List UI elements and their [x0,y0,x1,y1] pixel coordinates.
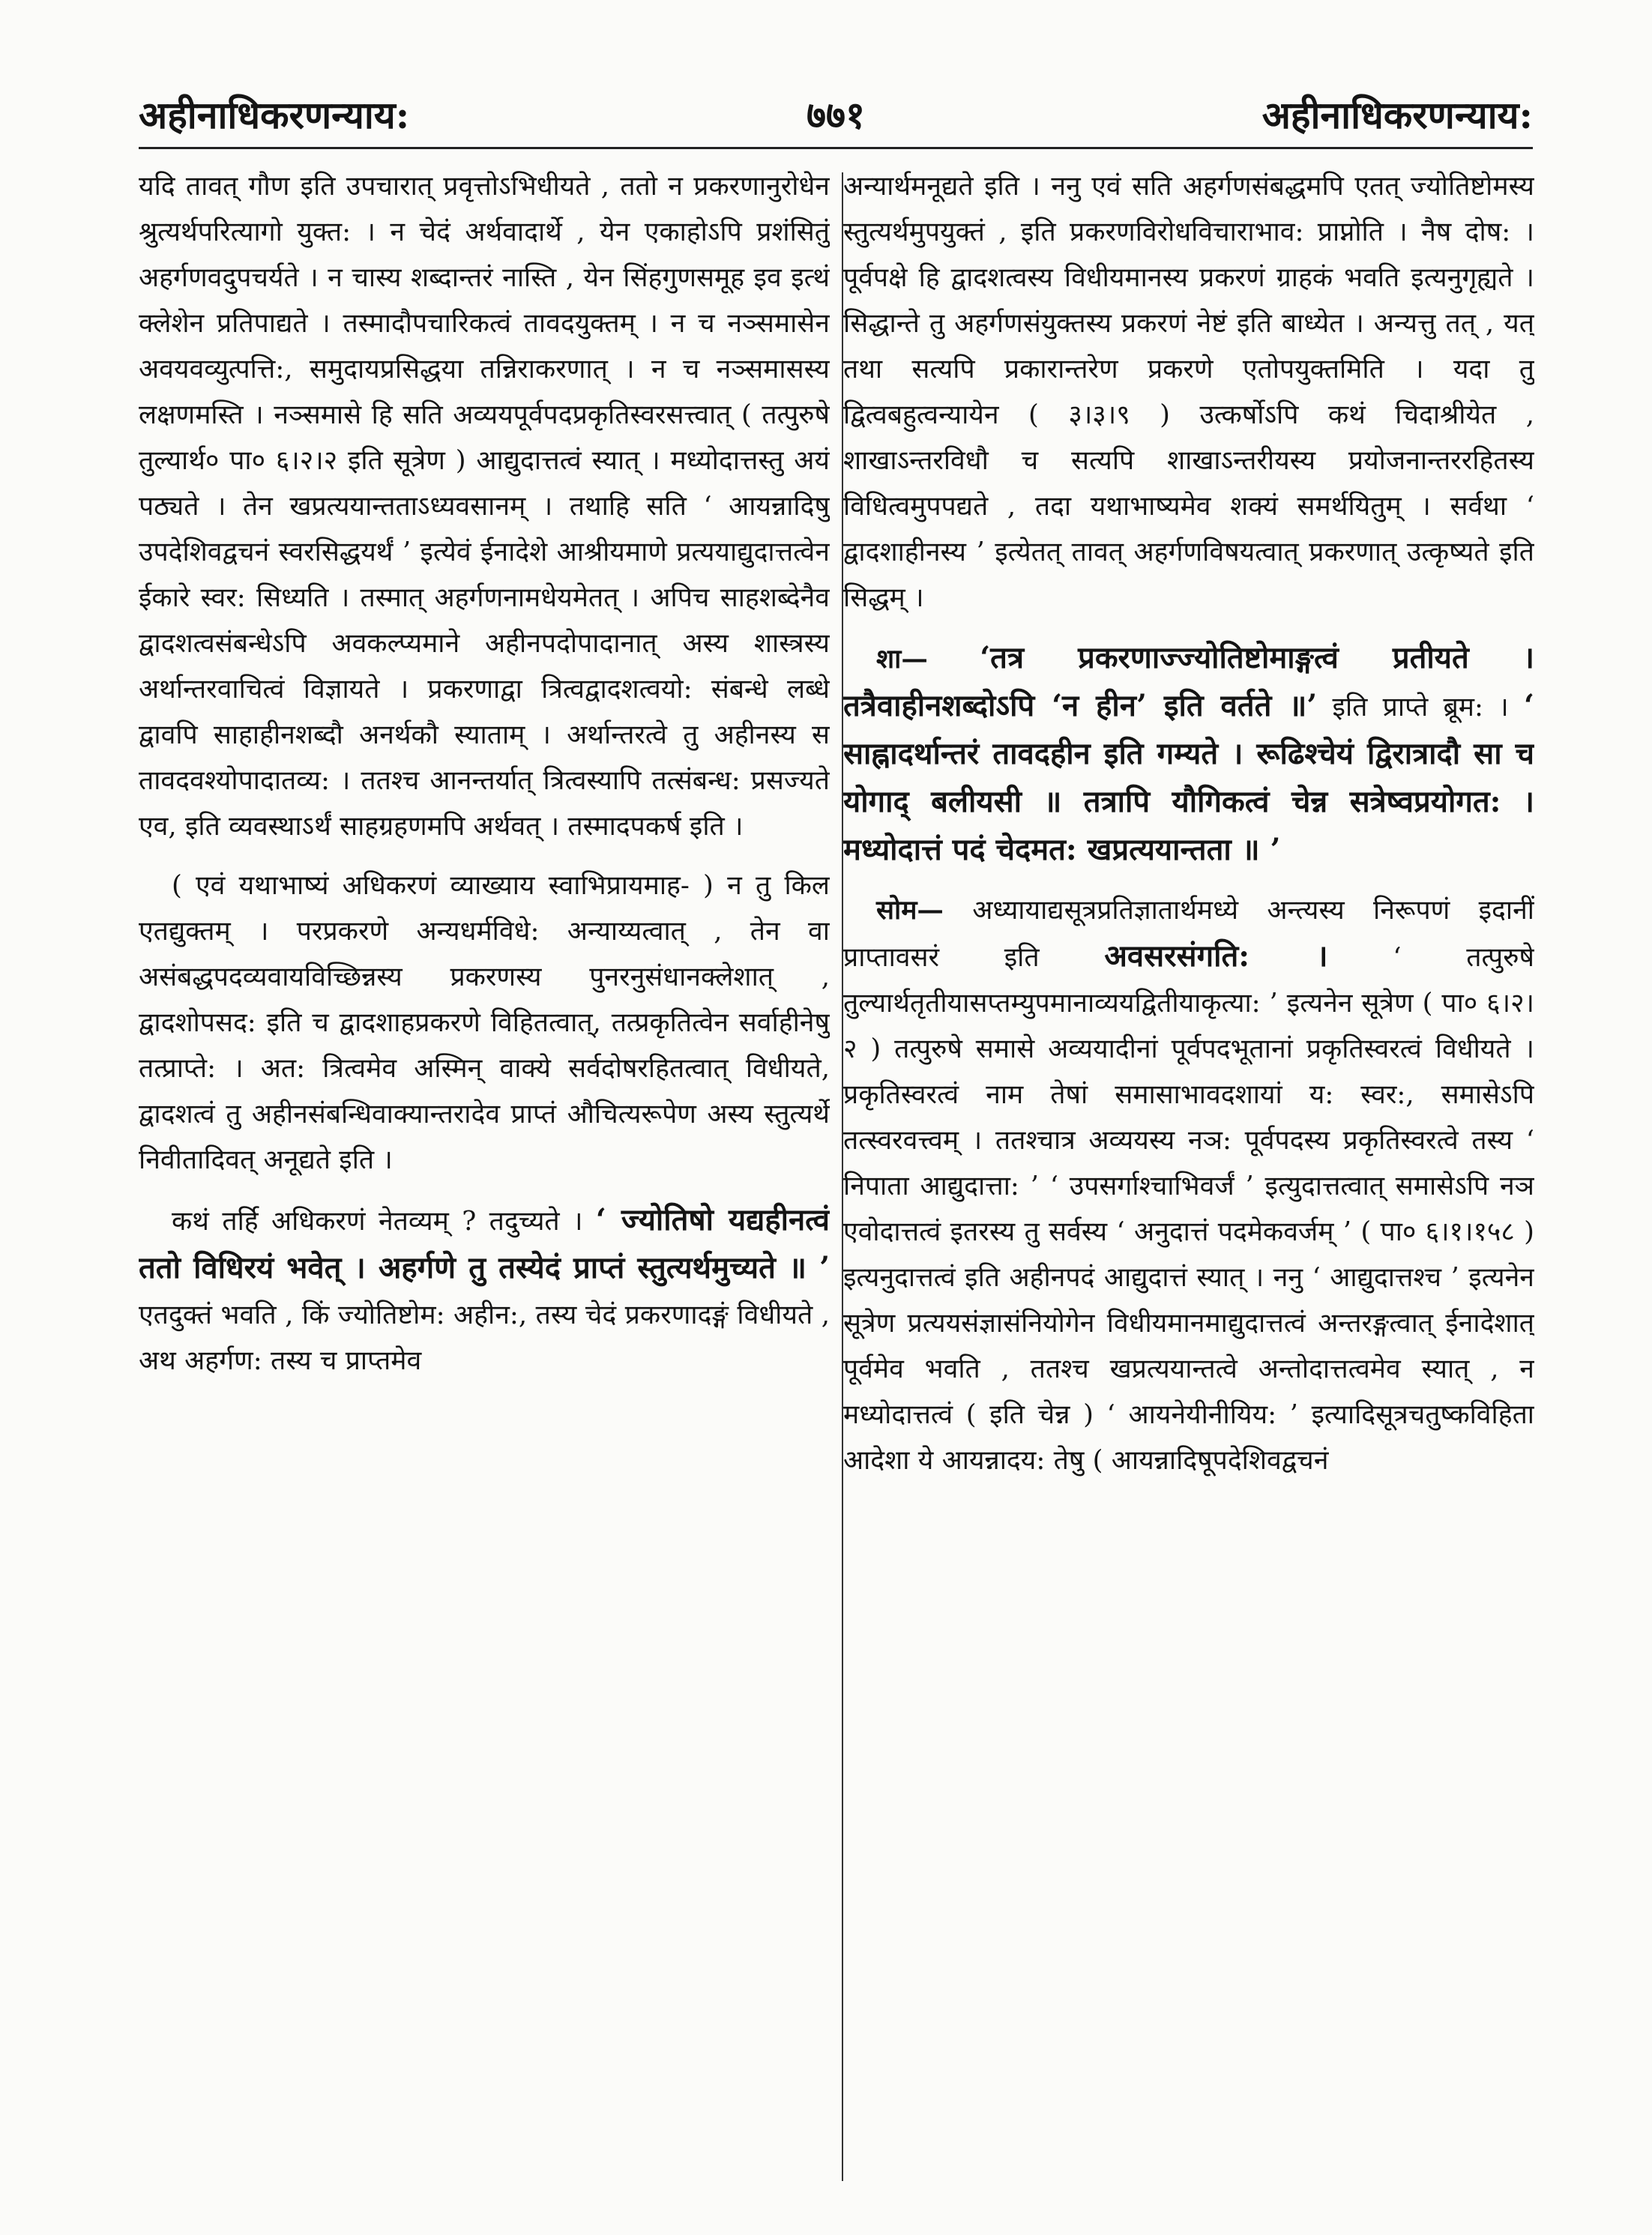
running-title-right: अहीनाधिकरणन्याय: [1261,93,1533,137]
speaker-label-sha: शा— [876,644,928,675]
running-header [139,78,1533,138]
right-paragraph-2 [843,634,1534,874]
left-paragraph-3-intro: कथं तर्हि अधिकरणं नेतव्यम् ? तदुच्यते । [172,1206,583,1237]
right-verse-1: ‘तत्र प्रकरणाज्ज्योतिष्टोमाङ्गत्वं प्रतीयते । तत्रैवाहीनशब्दोऽपि ‘न हीन’ इति वर्तते ॥’ [843,640,1534,723]
left-paragraph-3 [139,1196,830,1384]
left-paragraph-1: यदि तावत् गौण इति उपचारात् प्रवृत्तोऽभिधीयते , ततो न प्रकरणानुरोधेन श्रुत्यर्थपरित्यागो युक्त: । न चेदं अर्थवादार्थे , येन एकाहोऽपि प्रशंसितुं अहर्गणवदुपचर्यते । न चास्य शब्दान्तरं नास्ति , येन सिंहगुणसमूह इव इत्थं क्लेशेन प्रतिपाद्यते । तस्मादौपचारिकत्वं तावदयुक्तम् । न च नञ्समासेन अवयवव्युत्पत्ति:, समुदायप्रसिद्धया तन्निराकरणात् । न च नञ्समासस्य लक्षणमस्ति । नञ्समासे हि सति अव्ययपूर्वपदप्रकृतिस्वरसत्त्वात् ( तत्पुरुषे तुल्यार्थ० पा० ६।२।२ इति सूत्रेण ) आद्युदात्तत्वं स्यात् । मध्योदात्तस्तु अयं पठ्यते । तेन खप्रत्ययान्तताऽध्यवसानम् । तथाहि सति ‘ आयन्नादिषु उपदेशिवद्वचनं स्वरसिद्धयर्थं ’ इत्येवं ईनादेशे आश्रीयमाणे प्रत्ययाद्युदात्तत्वेन ईकारे स्वर: सिध्यति । तस्मात् अहर्गणनामधेयमेतत् । अपिच साहशब्देनैव द्वादशत्वसंबन्धेऽपि अवकल्प्यमाने अहीनपदोपादानात् अस्य शास्त्रस्य अर्थान्तरवाचित्वं विज्ञायते । प्रकरणाद्वा त्रित्वद्वादशत्वयो: संबन्धे लब्धे द्वावपि साहाहीनशब्दौ अनर्थकौ स्याताम् । अर्थान्तरत्वे तु अहीनस्य स तावदवश्योपादातव्य: । ततश्च आनन्तर्यात् त्रित्वस्यापि तत्संबन्ध: प्रसज्यते एव, इति व्यवस्थाऽर्थं साहग्रहणमपि अर्थवत् । तस्मादपकर्ष इति । [139,171,830,842]
right-verse-2: ‘ साह्नादर्थान्तरं तावदहीन इति गम्यते । रूढिश्चेयं द्विरात्रादौ सा च योगाद् बलीयसी ॥ तत्रापि यौगिकत्वं चेन्न सत्रेष्वप्रयोगत: । मध्योदात्तं पदं चेदमत: खप्रत्ययान्तता ॥ ’ [843,688,1534,867]
left-verse: ‘ ज्योतिषो यद्यहीनत्वं ततो विधिरयं भवेत् । अहर्गणे तु तस्येदं प्राप्तं स्तुत्यर्थमुच्यते ॥ ’ [139,1202,830,1285]
right-paragraph-3 [843,887,1534,1483]
running-title-left: अहीनाधिकरणन्याय: [139,93,410,137]
left-paragraph-3-tail: एतदुक्तं भवति , किं ज्योतिष्टोम: अहीन:, तस्य चेदं प्रकरणादङ्गं विधीयते , अथ अहर्गण: तस्य च प्राप्तमेव [139,1300,830,1376]
speaker-label-soma: सोम— [876,895,944,926]
right-paragraph-3-b: ‘ तत्पुरुषे तुल्यार्थतृतीयासप्तम्युपमानाव्ययद्वितीयाकृत्या: ’ इत्यनेन सूत्रेण ( पा० ६।२।२ ) तत्पुरुषे समासे अव्ययादीनां पूर्वपदभूतानां प्रकृतिस्वरत्वं विधीयते । प्रकृतिस्वरत्वं नाम तेषां समासाभावदशायां य: स्वर:, समासेऽपि तत्स्वरवत्त्वम् । ततश्चात्र अव्ययस्य नञ: पूर्वपदस्य प्रकृतिस्वरत्वे तस्य ‘ निपाता आद्युदात्ता: ’ ‘ उपसर्गाश्चाभिवर्जं ’ इत्युदात्तत्वात् समासेऽपि नञ एवोदात्तत्वं इतरस्य तु सर्वस्य ‘ अनुदात्तं पदमेकवर्जम् ’ ( पा० ६।१।१५८ ) इत्यनुदात्तत्वं इति अहीनपदं आद्युदात्तं स्यात् । ननु ‘ आद्युदात्तश्च ’ इत्यनेन सूत्रेण प्रत्ययसंज्ञासंनियोगेन विधीयमानमाद्युदात्तत्वं अन्तरङ्गत्वात् ईनादेशात् पूर्वमेव भवति , ततश्च खप्रत्ययान्तत्वे अन्तोदात्तत्वमेव स्यात् , न मध्योदात्तत्वं ( इति चेन्न ) ‘ आयनेयीनीयिय: ’ इत्यादिसूत्रचतुष्कविहिता आदेशा ये आयन्नादय: तेषु ( आयन्नादिषूपदेशिवद्वचनं [843,942,1534,1476]
right-column [843,163,1534,2180]
avasara-sangati-label: अवसरसंगति: । [1104,938,1328,974]
right-paragraph-2-mid: इति प्राप्ते ब्रूम: । [1332,692,1509,723]
left-paragraph-2: ( एवं यथाभाष्यं अधिकरणं व्याख्याय स्वाभिप्रायमाह- ) न तु किल एतद्युक्तम् । परप्रकरणे अन्यधर्मविधे: अन्याय्यत्वात् , तेन वा असंबद्धपदव्यवायविच्छिन्नस्य प्रकरणस्य पुनरनुसंधानक्लेशात् , द्वादशोपसद: इति च द्वादशाहप्रकरणे विहितत्वात्, तत्प्रकृतित्वेन सर्वाहीनेषु तत्प्राप्ते: । अत: त्रित्वमेव अस्मिन् वाक्ये सर्वदोषरहितत्वात् विधीयते, द्वादशत्वं तु अहीनसंबन्धिवाक्यान्तरादेव प्राप्तं औचित्यरूपेण अस्य स्तुत्यर्थे निवीतादिवत् अनूद्यते इति । [139,870,830,1175]
right-paragraph-3-a: अध्यायाद्यसूत्रप्रतिज्ञातार्थमध्ये अन्त्यस्य निरूपणं इदानीं प्राप्तावसरं इति [843,895,1534,973]
left-column [139,163,830,2180]
header-rule [139,147,1533,149]
right-paragraph-1: अन्यार्थमनूद्यते इति । ननु एवं सति अहर्गणसंबद्धमपि एतत् ज्योतिष्टोमस्य स्तुत्यर्थमुपयुक्तं , इति प्रकरणविरोधविचाराभाव: प्राप्नोति । नैष दोष: । पूर्वपक्षे हि द्वादशत्वस्य विधीयमानस्य प्रकरणं ग्राहकं भवति इत्यनुगृह्यते । सिद्धान्ते तु अहर्गणसंयुक्तस्य प्रकरणं नेष्टं इति बाध्येत । अन्यत्तु तत् , यत् तथा सत्यपि प्रकारान्तरेण प्रकरणे एतोपयुक्तमिति । यदा तु द्वित्वबहुत्वन्यायेन ( ३।३।९ ) उत्कर्षोऽपि कथं चिदाश्रीयेत , शाखाऽन्तरविधौ च सत्यपि शाखाऽन्तरीयस्य प्रयोजनान्तररहितस्य विधित्वमुपपद्यते , तदा यथाभाष्यमेव शक्यं समर्थयितुम् । सर्वथा ‘ द्वादशाहीनस्य ’ इत्येतत् तावत् अहर्गणविषयत्वात् प्रकरणात् उत्कृष्यते इति सिद्धम् । [843,171,1534,613]
page-number: ७७१ [807,93,865,137]
